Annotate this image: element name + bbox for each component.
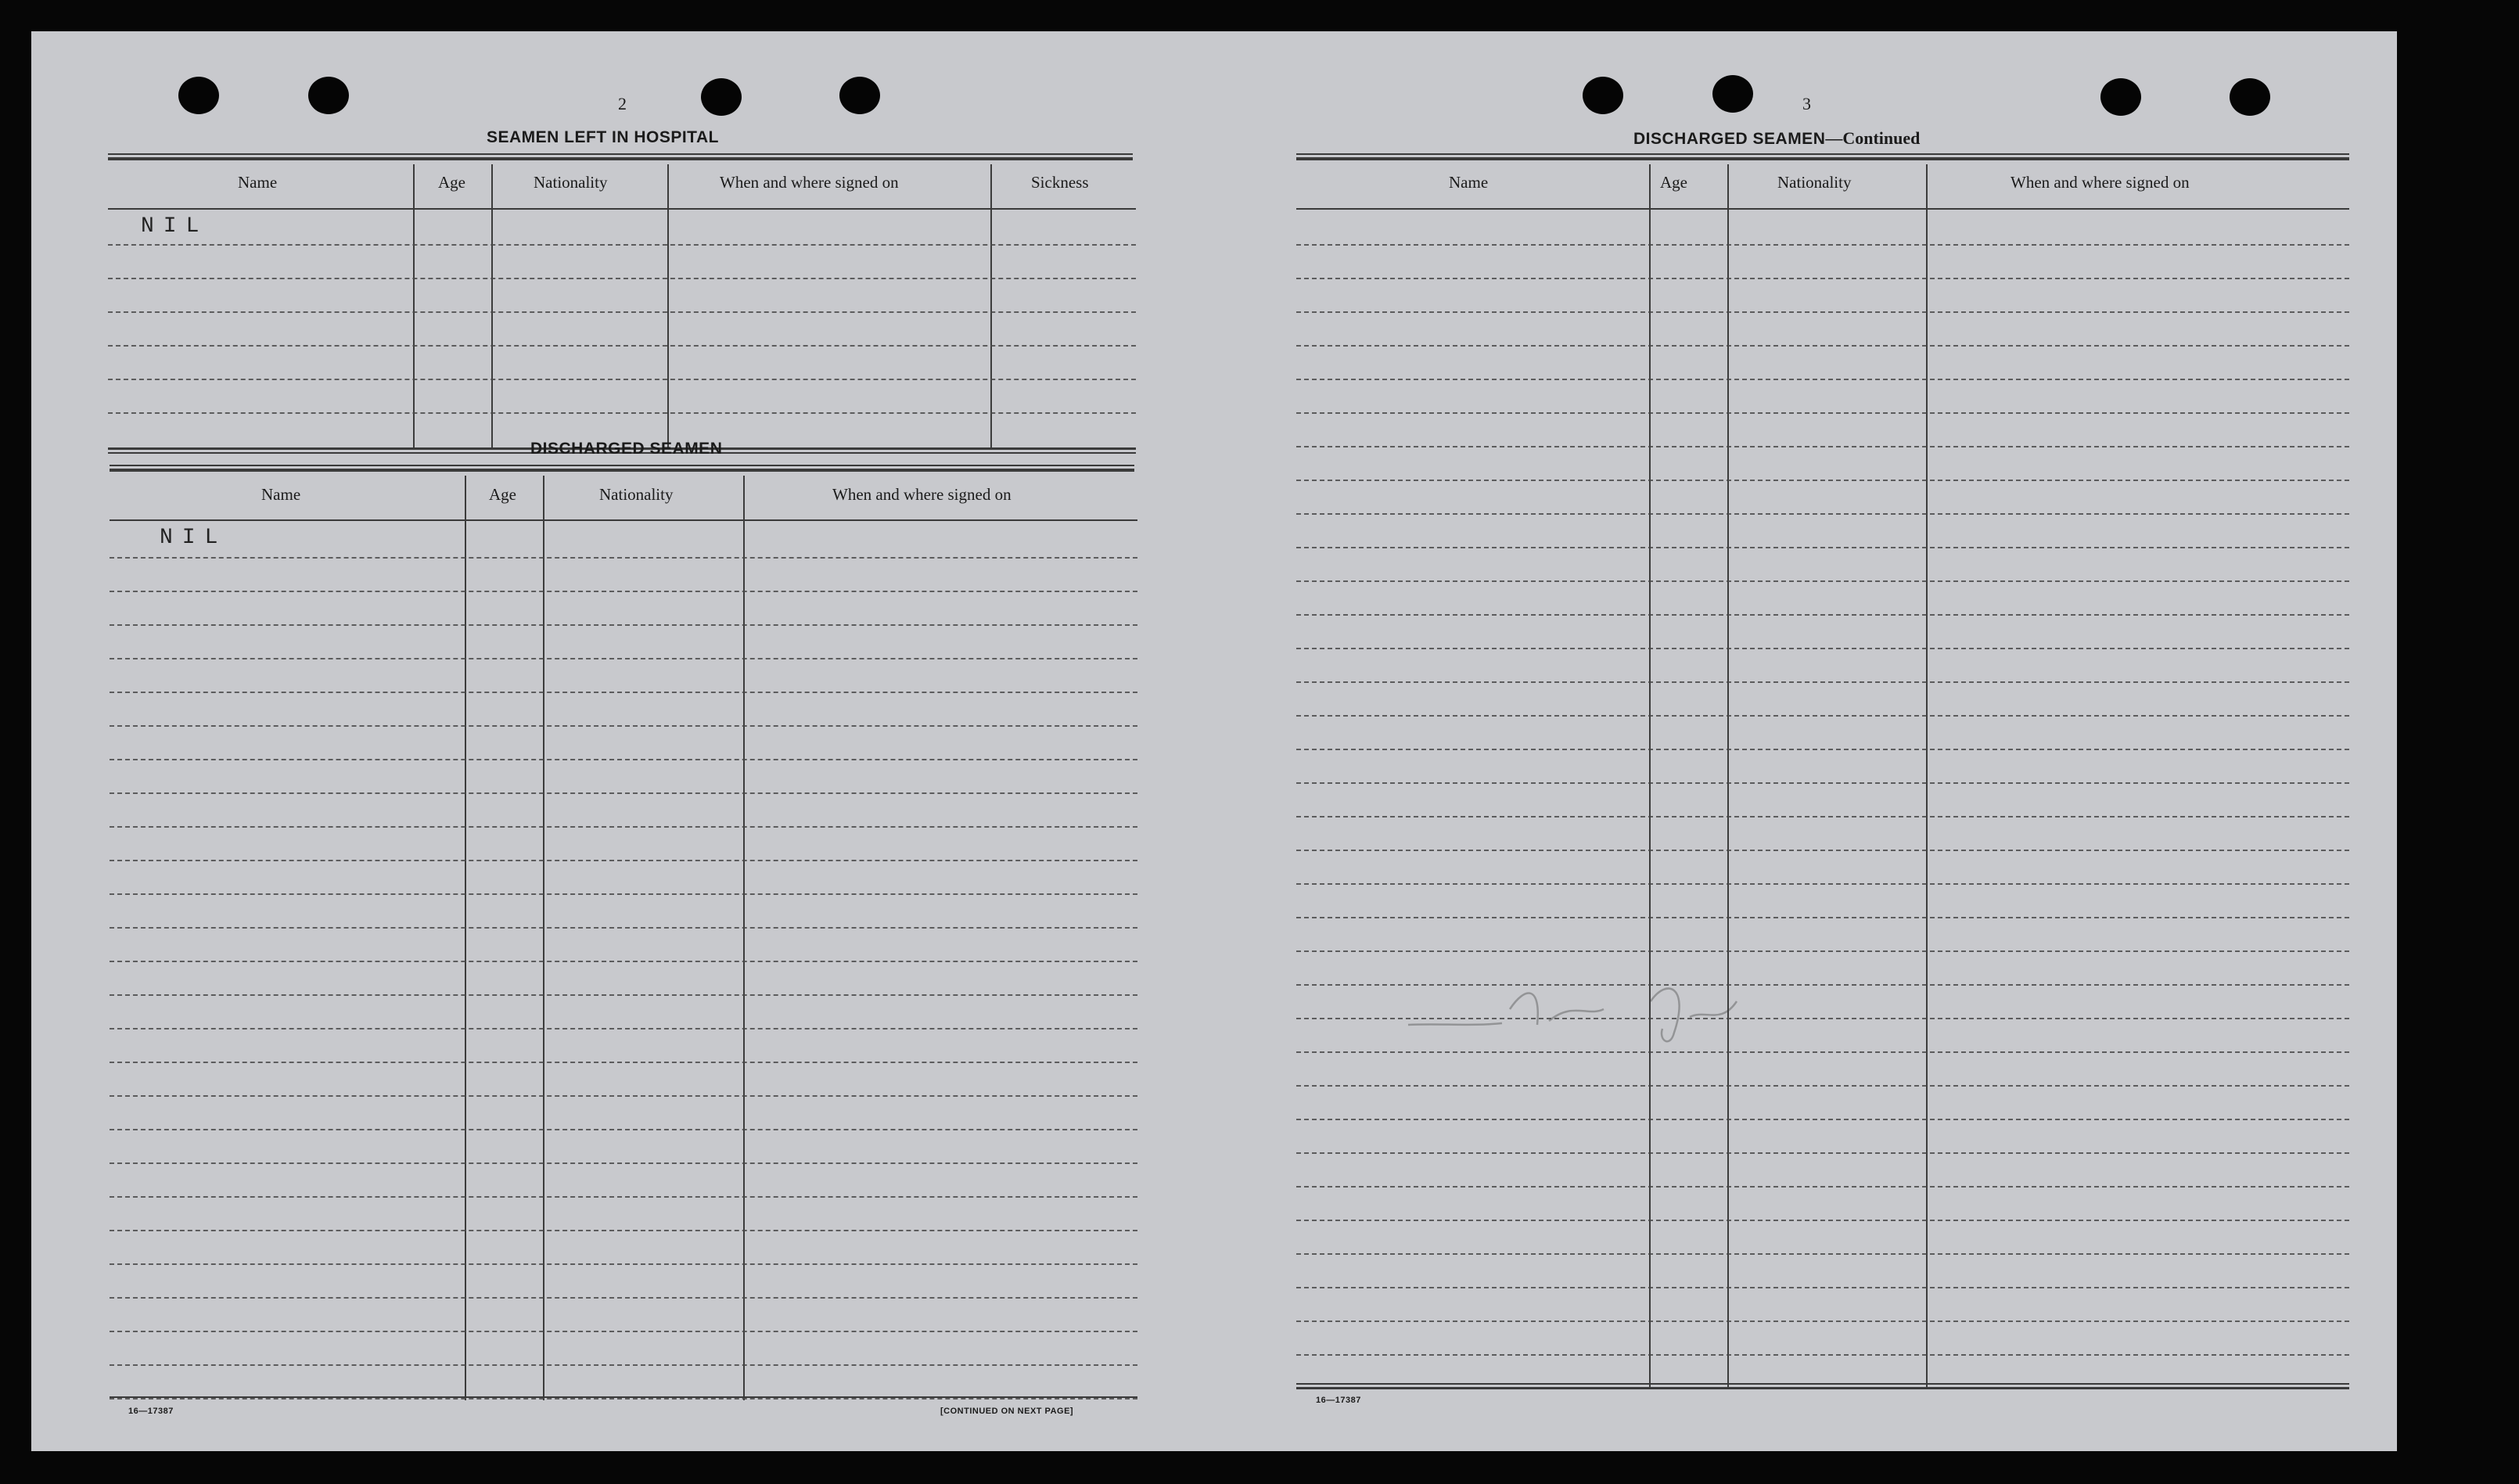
row-rule <box>1296 816 2349 817</box>
column-divider <box>413 164 415 447</box>
hospital-header-signed-on: When and where signed on <box>720 173 899 192</box>
row-rule <box>110 1398 1137 1400</box>
row-rule <box>110 860 1137 861</box>
punch-hole <box>2100 78 2141 116</box>
table-top-rule <box>108 157 1133 160</box>
discharged-continued-title <box>1633 128 1920 149</box>
row-rule <box>110 961 1137 962</box>
table-bottom-rule <box>1296 1387 2349 1389</box>
hospital-header-age: Age <box>438 173 465 192</box>
row-rule <box>1296 278 2349 279</box>
row-rule <box>1296 984 2349 986</box>
row-rule <box>1296 749 2349 750</box>
hospital-header-nationality: Nationality <box>534 173 608 192</box>
row-rule <box>110 725 1137 727</box>
row-rule <box>110 1162 1137 1164</box>
punch-hole <box>839 77 880 114</box>
table-top-rule <box>1296 153 2349 155</box>
column-divider <box>1727 164 1729 1389</box>
continued-header-signed-on: When and where signed on <box>2011 173 2190 192</box>
row-rule <box>1296 715 2349 717</box>
row-rule <box>110 1062 1137 1063</box>
hospital-header-name: Name <box>238 173 278 192</box>
hospital-name-entry: NIL <box>141 214 209 239</box>
row-rule <box>1296 950 2349 952</box>
row-rule <box>108 311 1136 313</box>
row-rule <box>110 1129 1137 1130</box>
column-divider <box>543 476 544 1400</box>
row-rule <box>1296 379 2349 380</box>
row-rule <box>110 1364 1137 1366</box>
row-rule <box>110 893 1137 895</box>
row-rule <box>110 1331 1137 1332</box>
discharged-header-age: Age <box>489 485 516 504</box>
row-rule <box>108 379 1136 380</box>
row-rule <box>110 591 1137 592</box>
row-rule <box>1296 244 2349 246</box>
row-rule <box>110 557 1137 559</box>
continued-header-age: Age <box>1660 173 1687 192</box>
row-rule <box>110 1263 1137 1265</box>
table-header-rule <box>108 208 1136 210</box>
row-rule <box>1296 883 2349 885</box>
row-rule <box>1296 1051 2349 1053</box>
discharged-name-entry: NIL <box>160 526 228 550</box>
row-rule <box>1296 782 2349 784</box>
discharged-continued-title-suffix: —Continued <box>1825 128 1921 148</box>
table-top-rule <box>108 153 1133 155</box>
row-rule <box>1296 648 2349 649</box>
row-rule <box>1296 1354 2349 1356</box>
column-divider <box>1926 164 1928 1389</box>
discharged-header-nationality: Nationality <box>599 485 674 504</box>
continued-header-nationality: Nationality <box>1777 173 1852 192</box>
page-number-right: 3 <box>1802 94 1812 113</box>
column-divider <box>465 476 466 1400</box>
row-rule <box>1296 513 2349 515</box>
row-rule <box>1296 1119 2349 1120</box>
column-divider <box>491 164 493 447</box>
discharged-header-signed-on: When and where signed on <box>832 485 1012 504</box>
form-number-right: 16—17387 <box>1316 1396 1361 1405</box>
row-rule <box>110 1028 1137 1029</box>
row-rule <box>110 1095 1137 1097</box>
column-divider <box>743 476 745 1400</box>
row-rule <box>1296 681 2349 683</box>
column-divider <box>1649 164 1651 1389</box>
punch-hole <box>2230 78 2270 116</box>
table-header-rule <box>1296 208 2349 210</box>
table-header-rule <box>110 519 1137 521</box>
row-rule <box>1296 311 2349 313</box>
hospital-header-sickness: Sickness <box>1031 173 1089 192</box>
continued-header-name: Name <box>1449 173 1489 192</box>
punch-hole <box>1712 75 1753 113</box>
row-rule <box>1296 446 2349 447</box>
table-top-rule <box>110 469 1134 472</box>
row-rule <box>1296 1085 2349 1087</box>
punch-hole <box>701 78 742 116</box>
row-rule <box>1296 1321 2349 1322</box>
row-rule <box>108 412 1136 414</box>
continued-note: [CONTINUED ON NEXT PAGE] <box>940 1407 1074 1416</box>
row-rule <box>110 624 1137 626</box>
row-rule <box>110 1230 1137 1231</box>
punch-hole <box>178 77 219 114</box>
row-rule <box>110 927 1137 929</box>
bleed-through-marks <box>1392 954 1799 1064</box>
row-rule <box>1296 1186 2349 1188</box>
row-rule <box>110 692 1137 693</box>
row-rule <box>108 345 1136 347</box>
table-top-rule <box>1296 157 2349 160</box>
row-rule <box>110 759 1137 760</box>
row-rule <box>108 244 1136 246</box>
row-rule <box>1296 345 2349 347</box>
row-rule <box>1296 580 2349 582</box>
row-rule <box>110 1196 1137 1198</box>
row-rule <box>108 278 1136 279</box>
discharged-section-title: DISCHARGED SEAMEN <box>530 440 723 458</box>
page-number-left: 2 <box>618 94 627 113</box>
row-rule <box>1296 1152 2349 1154</box>
row-rule <box>1296 412 2349 414</box>
row-rule <box>1296 614 2349 616</box>
row-rule <box>1296 1253 2349 1255</box>
form-number-left: 16—17387 <box>128 1407 174 1416</box>
row-rule <box>1296 850 2349 851</box>
row-rule <box>1296 480 2349 481</box>
table-bottom-rule <box>1296 1383 2349 1385</box>
row-rule <box>1296 547 2349 548</box>
scanned-document <box>31 31 2397 1451</box>
hospital-section-title: SEAMEN LEFT IN HOSPITAL <box>487 128 719 146</box>
row-rule <box>1296 917 2349 918</box>
row-rule <box>1296 1018 2349 1019</box>
discharged-continued-title-text: DISCHARGED SEAMEN <box>1633 130 1826 148</box>
row-rule <box>1296 1220 2349 1221</box>
row-rule <box>1296 1287 2349 1288</box>
column-divider <box>990 164 992 447</box>
row-rule <box>110 826 1137 828</box>
discharged-header-name: Name <box>261 485 301 504</box>
row-rule <box>110 1297 1137 1299</box>
row-rule <box>110 792 1137 794</box>
punch-hole <box>308 77 349 114</box>
column-divider <box>667 164 669 447</box>
row-rule <box>110 994 1137 996</box>
table-top-rule <box>110 465 1134 466</box>
punch-hole <box>1583 77 1623 114</box>
row-rule <box>110 658 1137 659</box>
table-bottom-rule <box>110 1396 1137 1398</box>
